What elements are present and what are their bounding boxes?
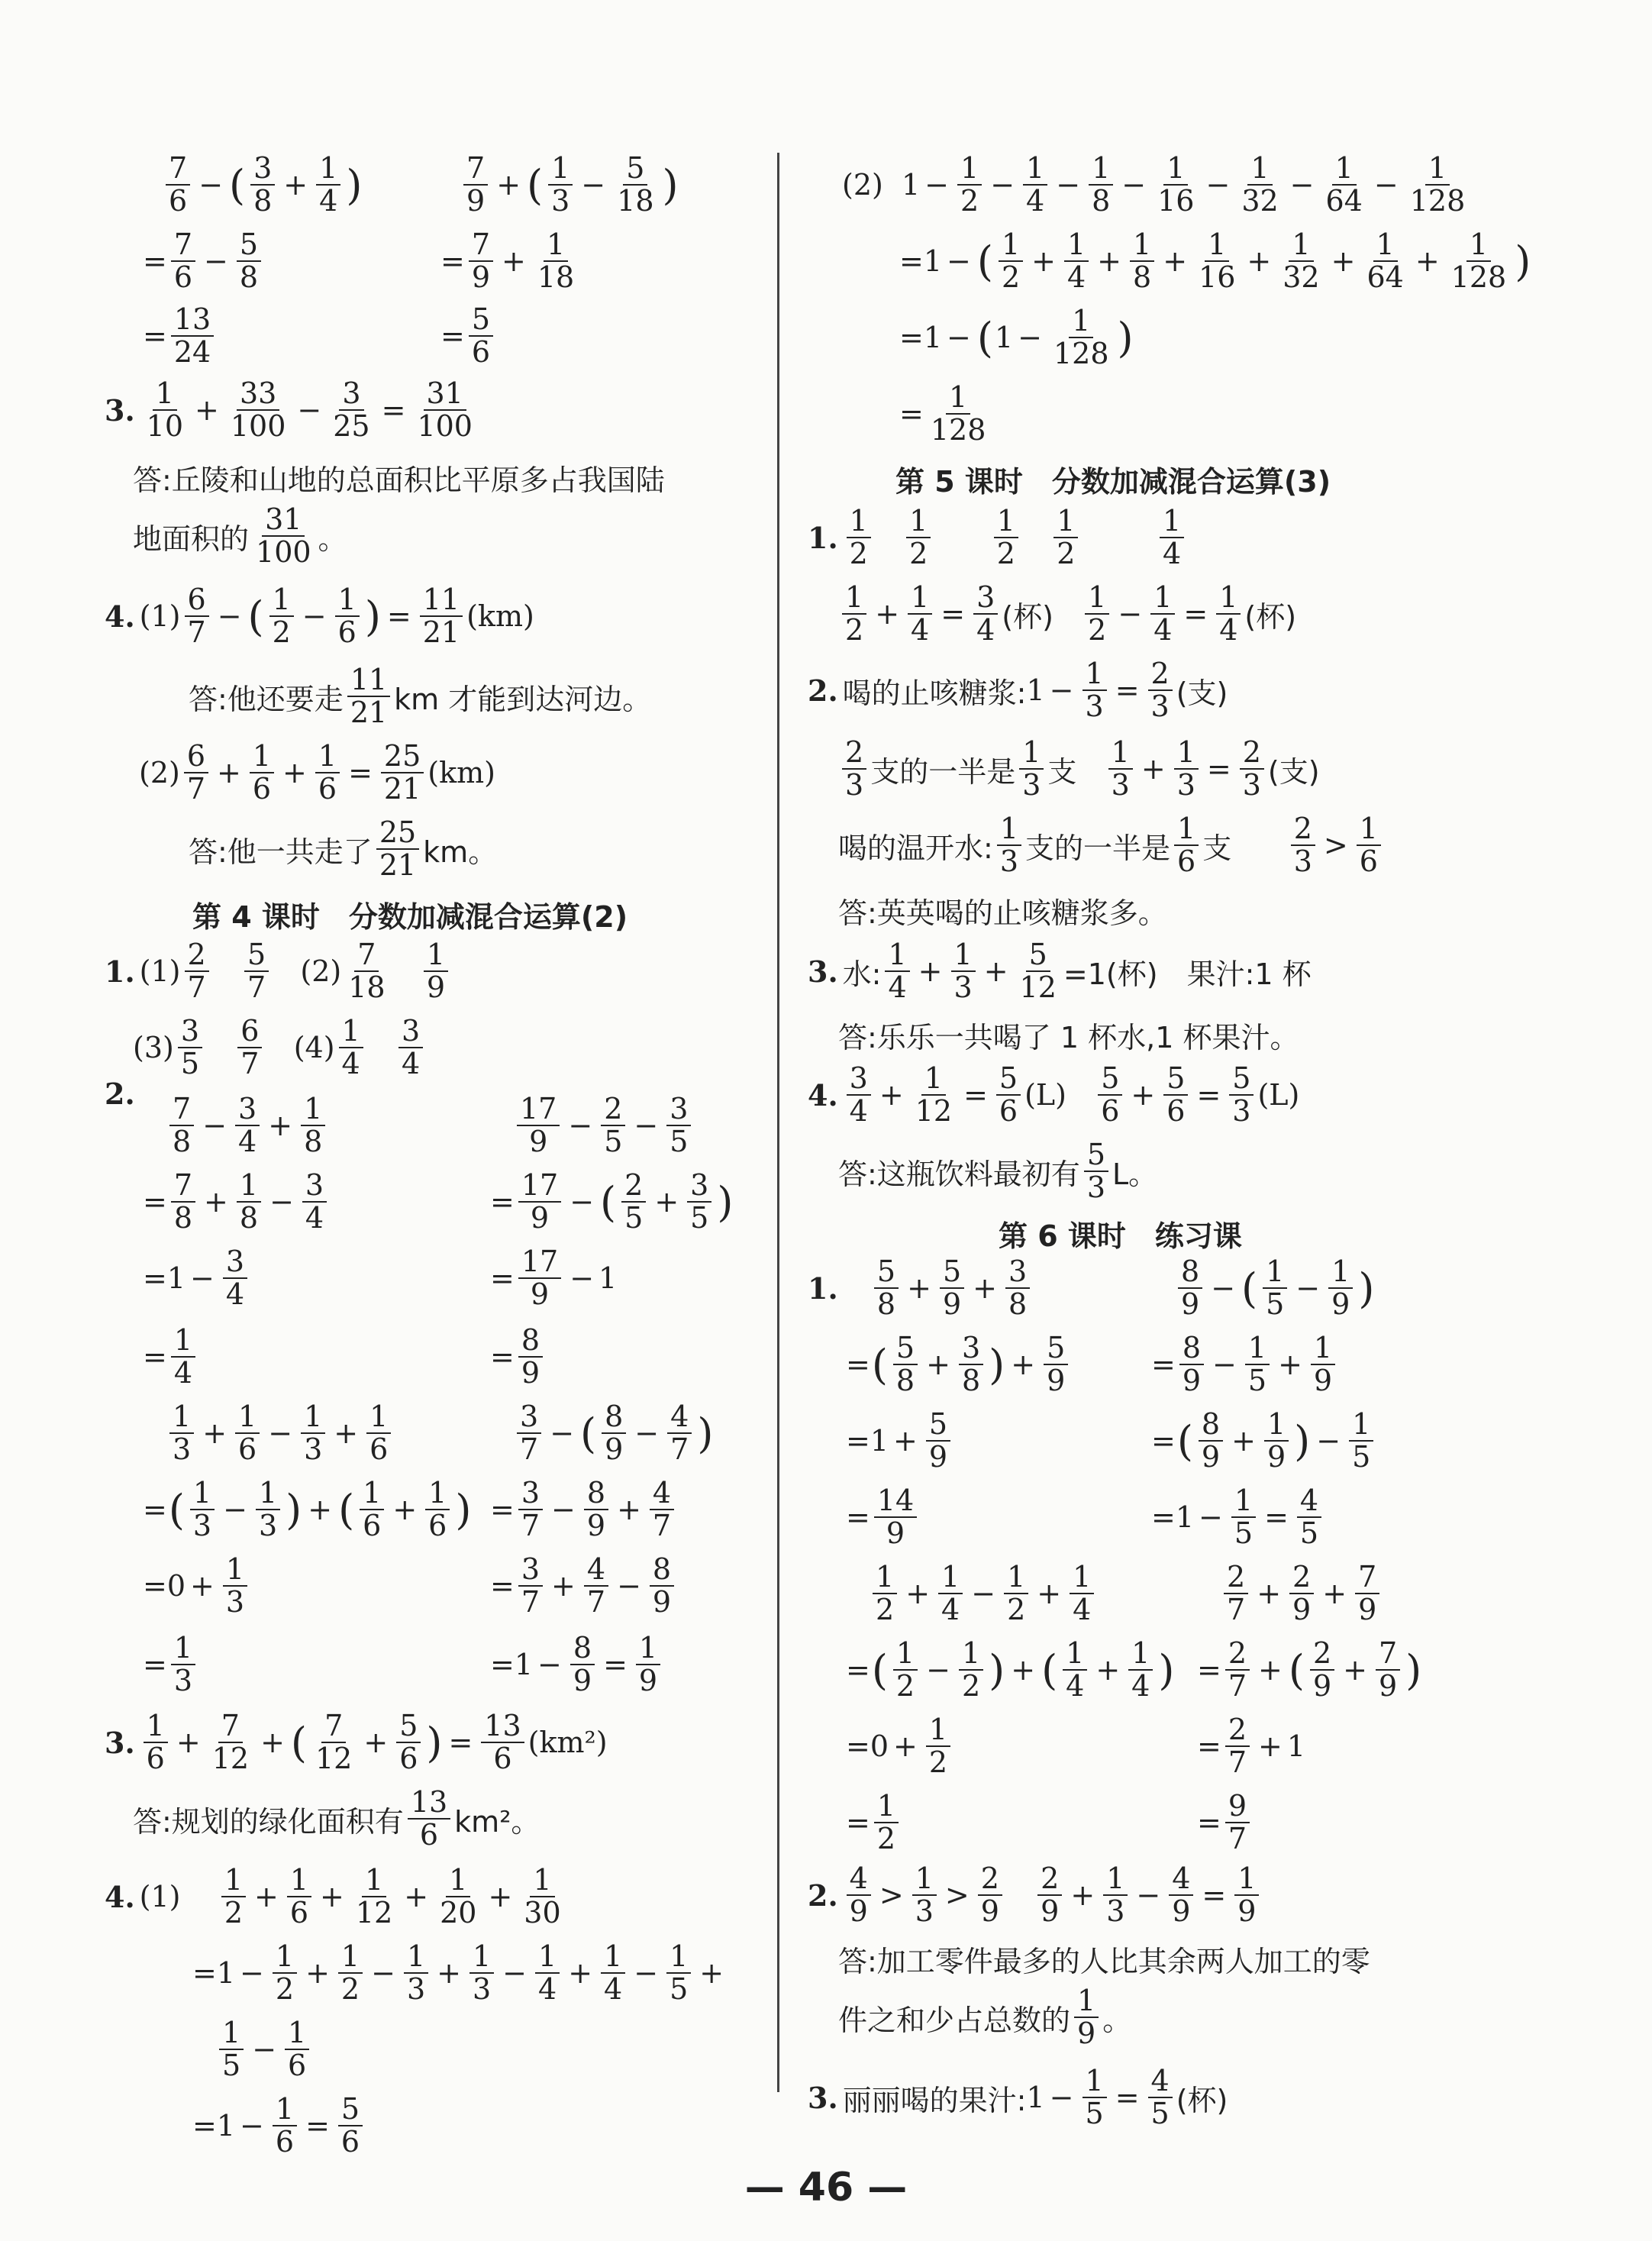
expr-line: = $\frac{3}{7}$ − $\frac{8}{9}$ + $\frac{4}{7}$ — [490, 1477, 678, 1542]
answer-text: 答:他一共走了 $\frac{25}{21}$ km。 — [189, 815, 498, 883]
question-4-2: (2) $\frac{6}{7}$ + $\frac{1}{6}$ + $\frac{1}{6}$ = $\frac{25}{21}$ (km) — [139, 739, 495, 806]
expr-line: $\frac{3}{7}$ − ( $\frac{8}{9}$ − $\frac{4}{7}$ ) — [513, 1401, 715, 1465]
expr-line: $\frac{1}{5}$ − $\frac{1}{6}$ — [215, 2017, 313, 2081]
l4-q2-label: 2. — [105, 1077, 135, 1111]
expr-line: = $\frac{7}{9}$ + $\frac{1}{18}$ — [440, 228, 575, 295]
expr-line: = $\frac{8}{9}$ − $\frac{1}{5}$ + $\frac{1}{9}$ — [1151, 1332, 1339, 1397]
expr-line: $\frac{2}{7}$ + $\frac{2}{9}$ + $\frac{7}{9}$ — [1220, 1561, 1383, 1626]
lesson-6-title: 第 6 课时 练习课 — [999, 1219, 1242, 1253]
l6-question-2: 2. $\frac{4}{9}$ > $\frac{1}{3}$ > $\frac{2}{9}$ $\frac{2}{9}$ + $\frac{1}{3}$ − $\frac{4}{9}$ = $\frac{1}{9}$ — [808, 1863, 1263, 1927]
lesson-5-title: 第 5 课时 分数加减混合运算(3) — [895, 465, 1331, 499]
expr-line: $\frac{2}{3}$ 支的一半是 $\frac{1}{3}$ 支 $\frac{1}{3}$ + $\frac{1}{3}$ = $\frac{2}{3}$ (支) — [838, 737, 1320, 801]
l6-question-3: 3. 丽丽喝的果汁: 1 − $\frac{1}{5}$ = $\frac{4}{5}$ (杯) — [808, 2064, 1228, 2131]
expr-line: $\frac{7}{9}$ + ( $\frac{1}{3}$ − $\frac{5}{18}$ ) — [460, 153, 680, 217]
expr-line: =1 − $\frac{8}{9}$ = $\frac{1}{9}$ — [490, 1632, 664, 1697]
l5-question-2: 2. 喝的止咳糖浆: 1 − $\frac{1}{3}$ = $\frac{2}{3}$ (支) — [808, 657, 1228, 724]
answer-text: 件之和少占总数的 $\frac{1}{9}$ 。 — [838, 1984, 1132, 2051]
question-4-1: 4. (1) $\frac{6}{7}$ − ( $\frac{1}{2}$ − $\frac{1}{6}$ ) = $\frac{11}{21}$ (km) — [105, 583, 534, 650]
expr-line: =1 − ( 1 − $\frac{1}{128}$ ) — [899, 304, 1134, 371]
expr-line: $\frac{7}{6}$ − ( $\frac{3}{8}$ + $\frac{1}{4}$ ) — [162, 153, 363, 217]
l4-question-3: 3. $\frac{1}{6}$ + $\frac{7}{12}$ + ( $\frac{7}{12}$ + $\frac{5}{6}$ ) = $\frac{13}{6}$ (km²) — [105, 1709, 608, 1776]
expr-line: = $\frac{5}{6}$ — [440, 304, 497, 368]
expr-line: 喝的温开水: $\frac{1}{3}$ 支的一半是 $\frac{1}{6}$ 支 $\frac{2}{3}$ > $\frac{1}{6}$ — [838, 813, 1385, 877]
expr-line: = $\frac{7}{6}$ − $\frac{5}{8}$ — [143, 229, 265, 293]
lesson-4-title: 第 4 课时 分数加减混合运算(2) — [192, 900, 628, 934]
answer-text: 地面积的 $\frac{31}{100}$ 。 — [133, 502, 347, 570]
expr-line: $\frac{7}{8}$ − $\frac{3}{4}$ + $\frac{1}{8}$ — [166, 1093, 329, 1158]
expr-line: = $\frac{1}{128}$ — [899, 380, 986, 447]
answer-text: 答:丘陵和山地的总面积比平原多占我国陆 — [133, 463, 665, 497]
expr-line: = $\frac{9}{7}$ — [1197, 1791, 1254, 1855]
expr-line: $\frac{1}{3}$ + $\frac{1}{6}$ − $\frac{1}{3}$ + $\frac{1}{6}$ — [166, 1401, 395, 1465]
expr-line: (2) 1 − $\frac{1}{2}$ − $\frac{1}{4}$ − $\frac{1}{8}$ − $\frac{1}{16}$ − $\frac{1}{32}$ − $\frac{1}{64}$ − $\frac{1}{128}$ — [842, 151, 1466, 218]
l5-question-4: 4. $\frac{3}{4}$ + $\frac{1}{12}$ = $\frac{5}{6}$ (L) $\frac{5}{6}$ + $\frac{5}{6}$ = $\frac{5}{3}$ (L) — [808, 1061, 1300, 1129]
expr-line: =0 + $\frac{1}{2}$ — [846, 1714, 954, 1778]
expr-line: = $\frac{8}{9}$ — [490, 1325, 547, 1389]
expr-line: = $\frac{14}{9}$ — [846, 1485, 921, 1549]
question-3: 3. $\frac{1}{10}$ + $\frac{33}{100}$ − $\frac{3}{25}$ = $\frac{31}{100}$ — [105, 376, 473, 444]
expr-line: = $\frac{1}{3}$ — [143, 1632, 199, 1697]
expr-line: = $\frac{3}{7}$ + $\frac{4}{7}$ − $\frac{8}{9}$ — [490, 1554, 678, 1618]
l4-question-1b: (3) $\frac{3}{5}$ $\frac{6}{7}$ (4) $\frac{1}{4}$ $\frac{3}{4}$ — [133, 1016, 427, 1080]
answer-text: 答:这瓶饮料最初有 $\frac{5}{3}$ L。 — [838, 1138, 1158, 1205]
expr-line: = $\frac{17}{9}$ − ( $\frac{2}{5}$ + $\frac{3}{5}$ ) — [490, 1168, 734, 1235]
answer-text: 答:规划的绿化面积有 $\frac{13}{6}$ km²。 — [133, 1785, 540, 1852]
l6-question-1: 1. $\frac{5}{8}$ + $\frac{5}{9}$ + $\frac{3}{8}$ — [808, 1256, 1034, 1320]
expr-line: = ( $\frac{1}{2}$ − $\frac{1}{2}$ ) + ( $\frac{1}{4}$ + $\frac{1}{4}$ ) — [846, 1636, 1175, 1703]
expr-line: = $\frac{1}{2}$ — [846, 1791, 902, 1855]
answer-text: 答:他还要走 $\frac{11}{21}$ km 才能到达河边。 — [189, 663, 652, 730]
expr-line: $\frac{1}{2}$ + $\frac{1}{4}$ = $\frac{3}{4}$ (杯) $\frac{1}{2}$ − $\frac{1}{4}$ = $\frac{1}{4}$ (杯) — [838, 582, 1296, 646]
expr-line: $\frac{17}{9}$ − $\frac{2}{5}$ − $\frac{3}{5}$ — [513, 1093, 695, 1158]
expr-line: = ( $\frac{5}{8}$ + $\frac{3}{8}$ ) + $\frac{5}{9}$ — [846, 1332, 1072, 1397]
expr-line: = $\frac{7}{8}$ + $\frac{1}{8}$ − $\frac{3}{4}$ — [143, 1170, 331, 1234]
expr-line: = ( $\frac{1}{3}$ − $\frac{1}{3}$ ) + ( $\frac{1}{6}$ + $\frac{1}{6}$ ) — [143, 1476, 472, 1543]
expr-line: = $\frac{13}{24}$ — [143, 304, 218, 368]
expr-line: = ( $\frac{8}{9}$ + $\frac{1}{9}$ ) − $\frac{1}{5}$ — [1151, 1409, 1377, 1473]
l4-question-4: 4. (1) $\frac{1}{2}$ + $\frac{1}{6}$ + $\frac{1}{12}$ + $\frac{1}{20}$ + $\frac{1}{30}$ — [105, 1863, 561, 1930]
expr-line: =0 + $\frac{1}{3}$ — [143, 1554, 251, 1618]
column-divider — [777, 153, 779, 2092]
expr-line: =1 − $\frac{1}{6}$ = $\frac{5}{6}$ — [192, 2094, 366, 2158]
l4-question-1: 1. (1) $\frac{2}{7}$ $\frac{5}{7}$ (2) $\frac{7}{18}$ $\frac{1}{9}$ — [105, 939, 452, 1003]
expr-line: $\frac{1}{2}$ + $\frac{1}{4}$ − $\frac{1}{2}$ + $\frac{1}{4}$ — [869, 1561, 1098, 1626]
page-number: — 46 — — [744, 2165, 908, 2210]
expr-line: =1 − $\frac{1}{5}$ = $\frac{4}{5}$ — [1151, 1485, 1325, 1549]
answer-text: 答:乐乐一共喝了 1 杯水,1 杯果汁。 — [838, 1021, 1299, 1054]
expr-line: =1 + $\frac{5}{9}$ — [846, 1409, 954, 1473]
answer-text: 答:加工零件最多的人比其余两人加工的零 — [838, 1945, 1370, 1978]
expr-line: = $\frac{1}{4}$ — [143, 1325, 199, 1389]
expr-line: = $\frac{17}{9}$ − 1 — [490, 1245, 618, 1312]
l5-question-3: 3. 水: $\frac{1}{4}$ + $\frac{1}{3}$ + $\frac{5}{12}$ =1(杯) 果汁:1 杯 — [808, 938, 1312, 1005]
expr-line: = $\frac{2}{7}$ + 1 — [1197, 1713, 1306, 1780]
expr-line: = $\frac{2}{7}$ + ( $\frac{2}{9}$ + $\frac{7}{9}$ ) — [1197, 1636, 1422, 1703]
expr-line: =1 − $\frac{3}{4}$ — [143, 1246, 251, 1310]
expr-line: =1 − $\frac{1}{2}$ + $\frac{1}{2}$ − $\frac{1}{3}$ + $\frac{1}{3}$ − $\frac{1}{4}$ + $\frac{1}{4}$ − $\frac{1}{5}$ + — [192, 1939, 724, 2007]
expr-line: =1 − ( $\frac{1}{2}$ + $\frac{1}{4}$ + $\frac{1}{8}$ + $\frac{1}{16}$ + $\frac{1}{32}$ + $\frac{1}{64}$ + $\frac{1}{128}$ ) — [899, 228, 1531, 295]
l5-question-1: 1. $\frac{1}{2}$ $\frac{1}{2}$ $\frac{1}{2}$ $\frac{1}{2}$ $\frac{1}{4}$ — [808, 505, 1188, 570]
expr-line: $\frac{8}{9}$ − ( $\frac{1}{5}$ − $\frac{1}{9}$ ) — [1174, 1256, 1376, 1320]
answer-text: 答:英英喝的止咳糖浆多。 — [838, 896, 1167, 930]
